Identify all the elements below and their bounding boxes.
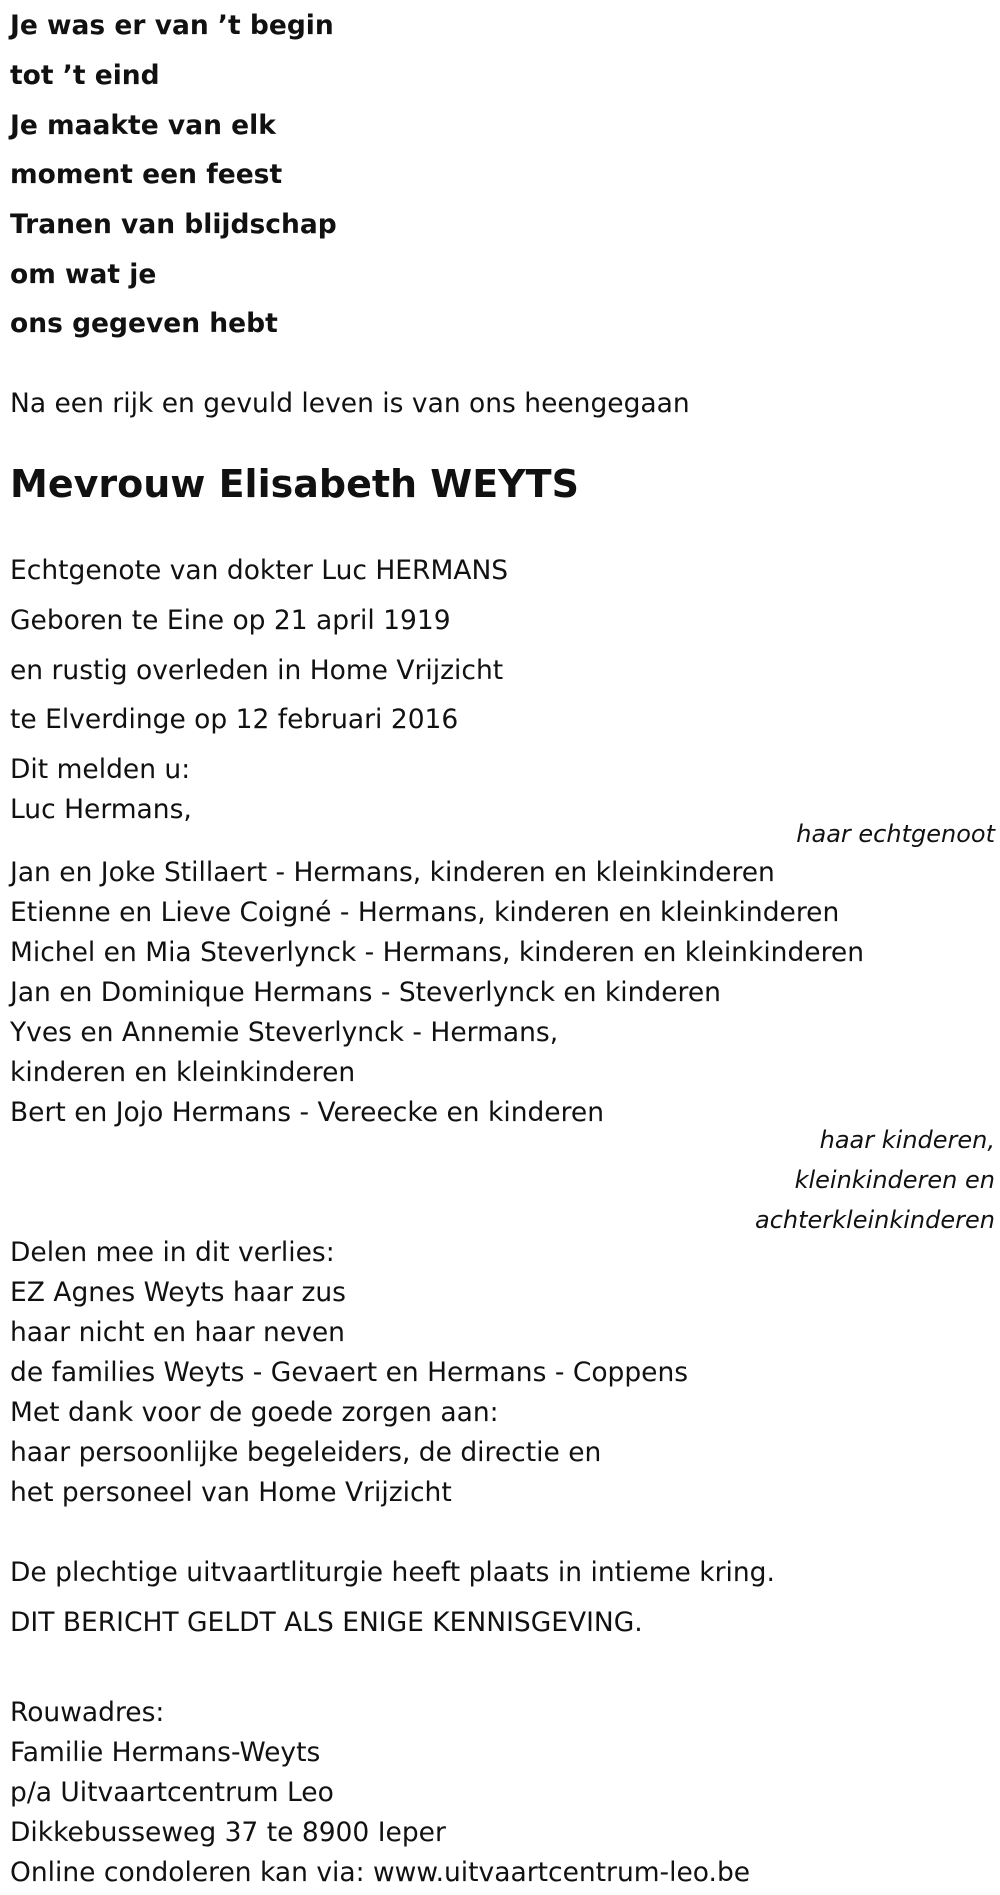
poem-line: Je maakte van elk <box>10 110 276 141</box>
detail-line: Echtgenote van dokter Luc HERMANS <box>10 555 509 586</box>
family-line: kinderen en kleinkinderen <box>10 1057 356 1088</box>
address-line: Rouwadres: <box>10 1697 165 1728</box>
deceased-name: Mevrouw Elisabeth WEYTS <box>10 462 579 506</box>
address-line: Dikkebusseweg 37 te 8900 Ieper <box>10 1817 446 1848</box>
poem-line: moment een feest <box>10 159 283 190</box>
poem-line: Je was er van ’t begin <box>10 10 334 41</box>
address-line: p/a Uitvaartcentrum Leo <box>10 1777 334 1808</box>
sharing-line: haar nicht en haar neven <box>10 1317 345 1348</box>
sharing-line: Met dank voor de goede zorgen aan: <box>10 1397 499 1428</box>
notice-text: DIT BERICHT GELDT ALS ENIGE KENNISGEVING. <box>10 1607 643 1638</box>
family-line: Jan en Joke Stillaert - Hermans, kinderen en kleinkinderen <box>10 857 775 888</box>
family-line: Etienne en Lieve Coigné - Hermans, kinderen en kleinkinderen <box>10 897 840 928</box>
family-line: Yves en Annemie Steverlynck - Hermans, <box>10 1017 559 1048</box>
family-line: Michel en Mia Steverlynck - Hermans, kinderen en kleinkinderen <box>10 937 865 968</box>
announce-text: Dit melden u: <box>10 754 191 785</box>
children-role: haar kinderen, <box>819 1126 995 1154</box>
children-role: achterkleinkinderen <box>755 1206 995 1234</box>
spouse-role: haar echtgenoot <box>796 820 995 848</box>
sharing-line: het personeel van Home Vrijzicht <box>10 1477 452 1508</box>
sharing-line: haar persoonlijke begeleiders, de directie en <box>10 1437 602 1468</box>
sharing-line: Delen mee in dit verlies: <box>10 1237 335 1268</box>
poem-line: om wat je <box>10 259 157 290</box>
funeral-text: De plechtige uitvaartliturgie heeft plaats in intieme kring. <box>10 1557 775 1588</box>
spouse-name: Luc Hermans, <box>10 794 192 825</box>
poem-line: tot ’t eind <box>10 60 160 91</box>
children-role: kleinkinderen en <box>794 1166 995 1194</box>
family-line: Bert en Jojo Hermans - Vereecke en kinderen <box>10 1097 605 1128</box>
sharing-line: de families Weyts - Gevaert en Hermans - Coppens <box>10 1357 689 1388</box>
detail-line: en rustig overleden in Home Vrijzicht <box>10 655 504 686</box>
family-line: Jan en Dominique Hermans - Steverlynck en kinderen <box>10 977 721 1008</box>
detail-line: te Elverdinge op 12 februari 2016 <box>10 704 459 735</box>
poem-line: Tranen van blijdschap <box>10 209 337 240</box>
poem-line: ons gegeven hebt <box>10 308 278 339</box>
address-line: Familie Hermans-Weyts <box>10 1737 321 1768</box>
condolence-link[interactable]: Online condoleren kan via: www.uitvaartcentrum-leo.be <box>10 1857 751 1888</box>
intro-text: Na een rijk en gevuld leven is van ons heengegaan <box>10 388 690 419</box>
detail-line: Geboren te Eine op 21 april 1919 <box>10 605 451 636</box>
sharing-line: EZ Agnes Weyts haar zus <box>10 1277 346 1308</box>
